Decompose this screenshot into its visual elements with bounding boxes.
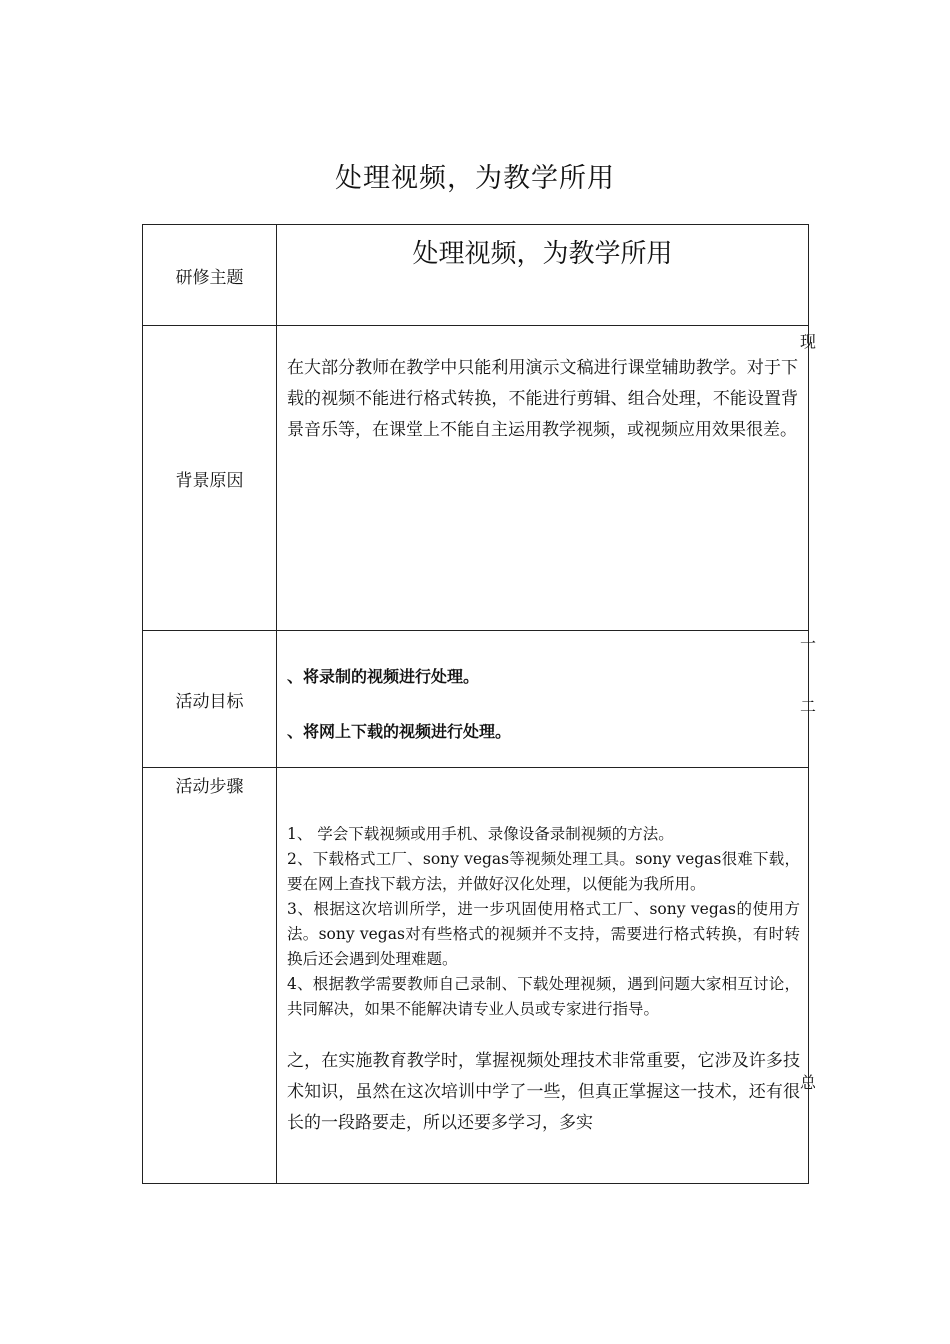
step-item: 4、根据教学需要教师自己录制、下载处理视频，遇到问题大家相互讨论，共同解决，如果不能解决请专业人员或专家进行指导。 (287, 975, 800, 1018)
goal-item: 、将录制的视频进行处理。 (287, 667, 480, 686)
table-row-steps (143, 768, 809, 1184)
step-item: 3、根据这次培训所学，进一步巩固使用格式工厂、sony vegas的使用方法。sony vegas对有些格式的视频并不支持，需要进行格式转换，有时转换后还会遇到处理难题。 (287, 900, 800, 968)
theme-label: 研修主题 (143, 225, 277, 326)
background-label: 背景原因 (143, 326, 277, 631)
table-row-background (143, 326, 809, 631)
goals-cell (277, 631, 809, 768)
step-item: 1、 学会下载视频或用手机、录像设备录制视频的方法。 (287, 825, 674, 843)
plan-table (142, 224, 809, 1184)
background-text: 在大部分教师在教学中只能利用演示文稿进行课堂辅助教学。对于下载的视频不能进行格式转换，不能进行剪辑、组合处理，不能设置背景音乐等，在课堂上不能自主运用教学视频，或视频应用效果很差。 (287, 358, 798, 440)
background-cell (277, 326, 809, 631)
goal-item: 、将网上下载的视频进行处理。 (287, 722, 512, 741)
steps-list (287, 822, 800, 1022)
step-item: 2、下载格式工厂、sony vegas等视频处理工具。sony vegas很难下载，要在网上查找下载方法，并做好汉化处理，以便能为我所用。 (287, 850, 800, 893)
theme-value: 处理视频，为教学所用 (412, 239, 673, 269)
margin-char: 总 (800, 1073, 817, 1092)
margin-char: 一 (800, 634, 817, 653)
table-row-goals (143, 631, 809, 768)
page-title: 处理视频，为教学所用 (335, 163, 615, 194)
theme-cell (277, 225, 809, 326)
steps-cell (277, 768, 809, 1184)
steps-label-cell (143, 768, 277, 1184)
steps-label: 活动步骤 (175, 777, 244, 797)
goals-label: 活动目标 (143, 631, 277, 768)
summary-text: 之，在实施教育教学时，掌握视频处理技术非常重要，它涉及许多技术知识，虽然在这次培训中学了一些，但真正掌握这一技术，还有很长的一段路要走，所以还要多学习，多实 (287, 1051, 800, 1133)
margin-char: 二 (800, 697, 817, 716)
margin-char: 现 (800, 332, 817, 351)
table-row-theme (143, 225, 809, 326)
